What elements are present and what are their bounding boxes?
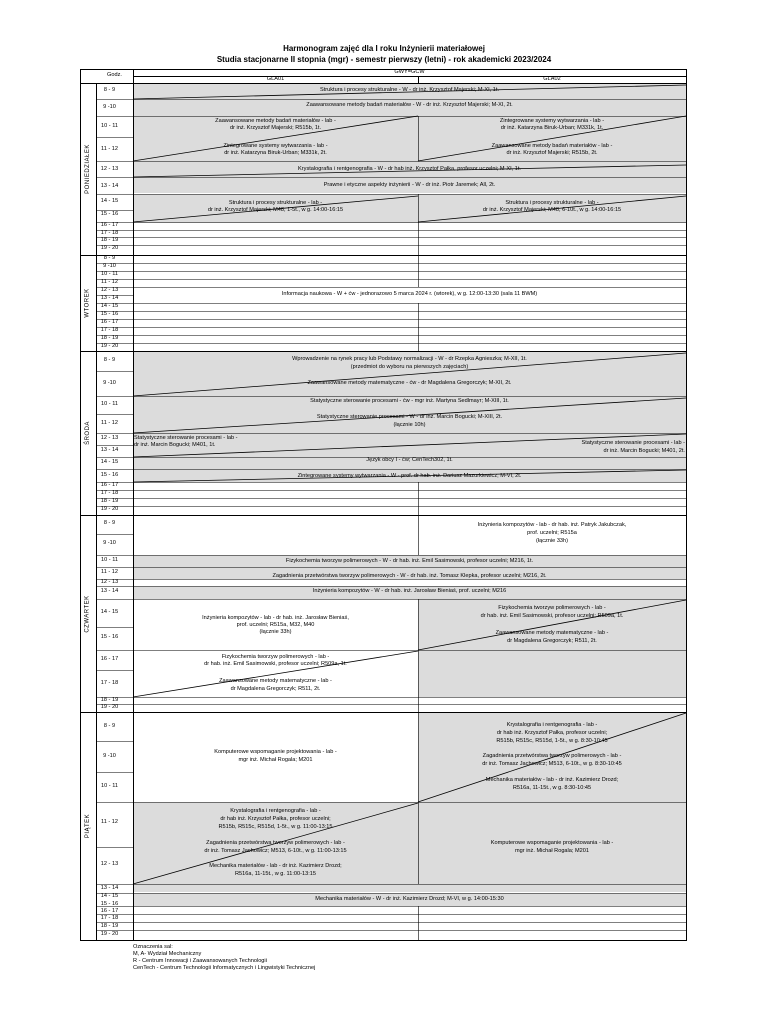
class-entry: (łącznie 10h) <box>393 422 426 428</box>
class-entry: Inżynieria kompozytów - lab - dr hab. inż. Patryk Jakubczak, <box>477 522 627 528</box>
time-slot: 18 - 19 <box>100 335 119 341</box>
time-slot: 11 - 12 <box>101 146 118 152</box>
time-slot: 11 - 12 <box>101 569 118 575</box>
page-subtitle: Studia stacjonarne II stopnia (mgr) - semestr pierwszy (letni) - rok akademicki 2023/2024 <box>216 55 552 64</box>
class-entry: Zaawansowane metody matematyczne - lab - <box>495 630 609 636</box>
class-entry: dr hab. inż. Emil Sasimowski, profesor uczelni; R509a, 1t. <box>480 613 624 619</box>
class-entry: dr inż. Katarzyna Biruk-Urban; M331k, 2t. <box>224 150 327 156</box>
time-slot: 9 -10 <box>103 540 116 546</box>
time-slot: 17 - 18 <box>100 327 119 333</box>
time-slot: 18 - 19 <box>100 498 119 504</box>
class-entry: dr inż. Krzysztof Majerski; M48, 1-5t., w g. 14:00-16:15 <box>207 207 344 213</box>
time-slot: 9 -10 <box>103 753 116 759</box>
day-label-tuesday: WTOREK <box>85 288 92 318</box>
time-slot: 9 -10 <box>103 380 116 386</box>
class-entry: Struktura i procesy strukturalne - lab - <box>228 200 323 206</box>
time-slot: 10 - 11 <box>101 783 118 789</box>
group-all-header: GWY=GCW <box>394 69 425 75</box>
legend-line: M, A- Wydział Mechaniczny <box>133 951 202 957</box>
day-label-wednesday: ŚRODA <box>85 421 91 445</box>
time-slot: 16 - 17 <box>100 222 119 228</box>
class-entry: Struktura i procesy strukturalne - W - dr inż. Krzysztof Majerski; M-XI, 1t. <box>319 87 500 93</box>
day-label-monday: PONIEDZIAŁEK <box>85 144 91 194</box>
time-slot: 16 - 17 <box>100 319 119 325</box>
class-entry: Mechanika materiałów - lab - dr inż. Kazimierz Drozd; <box>485 777 619 783</box>
class-entry: Mechanika materiałów - W - dr inż. Kazimierz Drozd; M-VI, w g. 14:00-15:30 <box>315 896 504 902</box>
time-slot: 9 -10 <box>103 104 116 110</box>
time-slot: 14 - 15 <box>100 893 119 899</box>
time-slot: 15 - 16 <box>100 211 119 217</box>
time-slot: 10 - 11 <box>101 123 118 129</box>
group1-header: GLA01 <box>266 76 285 82</box>
time-slot: 19 - 20 <box>100 506 119 512</box>
class-entry: (łącznie 33h) <box>259 629 292 635</box>
time-slot: 13 - 14 <box>100 588 119 594</box>
class-entry: Zaawansowane metody badań materiałów - lab - <box>215 118 336 124</box>
time-slot: 15 - 16 <box>100 901 119 907</box>
class-entry: mgr inż. Michał Rogala; M201 <box>515 848 589 854</box>
time-slot: 10 - 11 <box>101 271 118 277</box>
class-entry: Zagadnienia przetwórstwa tworzyw polimerowych - lab - <box>206 840 345 846</box>
class-entry: Inżynieria kompozytów - lab - dr hab. inż. Jarosław Bieniaś, <box>202 615 349 621</box>
time-slot: 14 - 15 <box>100 198 119 204</box>
class-entry: Krystalografia i rentgenografia - lab - <box>506 722 598 728</box>
time-slot: 14 - 15 <box>100 609 119 615</box>
class-entry: Informacja naukowa - W + ćw - jednorazowo 5 marca 2024 r. (wtorek), w g. 12:00-13:30 (sala 11 BWM) <box>281 291 538 297</box>
time-slot: 8 - 9 <box>103 87 116 93</box>
time-slot: 13 - 14 <box>100 183 119 189</box>
class-entry: dr inż. Tomasz Jachowicz; M513, 6-10t., w g. 8:30-10:45 <box>482 761 622 767</box>
time-slot: 10 - 11 <box>101 557 118 563</box>
time-slot: 12 - 13 <box>100 435 119 441</box>
time-slot: 18 - 19 <box>100 697 119 703</box>
legend-line: R - Centrum Innowacji i Zaawansowanych Technologii <box>133 958 267 964</box>
class-entry: dr inż. Marcin Bogucki; M401, 1t. <box>134 442 216 448</box>
time-slot: 13 - 14 <box>100 885 119 891</box>
class-entry: dr inż. Katarzyna Biruk-Urban; M331k, 1t. <box>500 125 604 131</box>
class-entry: (przedmiot do wyboru na pierwszych zajęciach) <box>350 364 469 370</box>
time-slot: 16 - 17 <box>100 908 119 914</box>
time-slot: 12 - 13 <box>100 166 119 172</box>
class-entry: Struktura i procesy strukturalne - lab - <box>505 200 599 206</box>
class-entry: dr hab inż. Krzysztof Pałka, profesor uczelni; <box>496 730 608 736</box>
time-slot: 11 - 12 <box>101 819 118 825</box>
day-label-thursday: CZWARTEK <box>85 594 91 633</box>
time-slot: 18 - 19 <box>100 923 119 929</box>
time-slot: 12 - 13 <box>100 861 119 867</box>
class-entry: Statystyczne sterowanie procesami - W - dr inż. Marcin Bogucki; M-XIII, 2t. <box>316 414 503 420</box>
class-entry: Komputerowe wspomaganie projektowania - lab - <box>214 749 337 755</box>
time-slot: 12 - 13 <box>100 287 119 293</box>
class-entry: dr inż. Krzysztof Majerski; R515b, 2t. <box>506 150 598 156</box>
time-slot: 19 - 20 <box>100 931 119 937</box>
class-entry: Krystalografia i rentgenografia - lab - <box>230 808 321 814</box>
class-entry: dr Magdalena Gregorczyk; R511, 2t. <box>230 686 321 692</box>
time-slot: 17 - 18 <box>100 915 119 921</box>
time-slot: 17 - 18 <box>100 230 119 236</box>
class-entry: dr inż. Tomasz Jachowicz; M513, 6-10t., w g. 11:00-13:15 <box>204 848 347 854</box>
page-title: Harmonogram zajęć dla I roku Inżynierii materiałowej <box>283 44 485 53</box>
time-slot: 17 - 18 <box>100 490 119 496</box>
class-entry: Zaawansowane metody badań materiałów - W - dr inż. Krzysztof Majerski; M-XI, 2t. <box>306 102 513 108</box>
time-slot: 19 - 20 <box>100 245 119 251</box>
time-slot: 12 - 13 <box>100 579 119 585</box>
time-slot: 9 -10 <box>103 263 116 269</box>
time-slot: 19 - 20 <box>100 343 119 349</box>
time-slot: 8 - 9 <box>103 723 116 729</box>
class-entry: dr inż. Krzysztof Majerski; R515b, 1t. <box>229 125 322 131</box>
class-entry: dr Magdalena Gregorczyk; R511, 2t. <box>507 638 597 644</box>
time-slot: 16 - 17 <box>100 482 119 488</box>
class-entry: Zagadnienia przetwórstwa tworzyw polimerowych - W - dr hab. inż. Tomasz Klepka, profesor uczelni; M216, 2t. <box>272 573 547 579</box>
time-slot: 16 - 17 <box>100 656 119 662</box>
time-slot: 15 - 16 <box>100 634 119 640</box>
class-entry: Statystyczne sterowanie procesami - ćw - mgr inż. Martyna Sedlmayr; M-XIII, 1t. <box>310 398 509 404</box>
time-slot: 15 - 16 <box>100 311 119 317</box>
time-slot: 14 - 15 <box>100 459 119 465</box>
class-entry: Statystyczne sterowanie procesami - lab - <box>581 440 685 446</box>
class-entry: mgr inż. Michał Rogala; M201 <box>238 757 313 763</box>
time-slot: 11 - 12 <box>101 420 118 426</box>
class-entry: Inżynieria kompozytów - W - dr hab. inż. Jarosław Bieniaś, prof. uczelni; M216 <box>312 588 507 594</box>
class-entry: prof. uczelni; R515a <box>527 530 577 536</box>
class-entry: Zaawansowane metody badań materiałów - lab - <box>491 143 613 149</box>
time-slot: 17 - 18 <box>100 680 119 686</box>
class-entry: Język obcy I - ćw; CenTech302, 1t. <box>366 457 453 463</box>
group2-header: GLA02 <box>543 76 561 82</box>
class-entry: (łącznie 33h) <box>535 538 569 544</box>
time-slot: 13 - 14 <box>100 295 119 301</box>
class-entry: Zaawansowane metody matematyczne - lab - <box>219 678 332 684</box>
class-entry: Fizykochemia tworzyw polimerowych - W - dr hab. inż. Emil Sasimowski, profesor uczelni; M216, 1t. <box>285 558 534 564</box>
time-slot: 15 - 16 <box>100 472 119 478</box>
class-entry: Zaawansowane metody matematyczne - ćw - dr Magdalena Gregorczyk; M-XII, 2t. <box>307 380 512 386</box>
class-entry: R515b, R515c, R515d, 1-5t., w g. 11:00-13:15 <box>218 824 333 830</box>
time-slot: 10 - 11 <box>101 401 118 407</box>
time-slot: 8 - 9 <box>103 255 116 261</box>
time-slot: 13 - 14 <box>100 447 119 453</box>
class-entry: prof. uczelni; R515a, M32, M40 <box>236 622 315 628</box>
godz-header: Godz. <box>107 72 122 78</box>
class-entry: Fizykochemia tworzyw polimerowych - lab - <box>498 605 606 611</box>
class-entry: dr hab inż. Krzysztof Pałka, profesor uczelni; <box>220 816 331 822</box>
class-entry: Zintegrowane systemy wytwarzania - lab - <box>223 143 328 149</box>
class-entry: R516a, 11-15t., w g. 11:00-13:15 <box>235 871 316 877</box>
class-entry: dr hab. inż. Emil Sasimowski, profesor uczelni; R509a, 1t. <box>204 661 347 667</box>
time-slot: 18 - 19 <box>100 237 119 243</box>
time-slot: 8 - 9 <box>103 520 116 526</box>
class-entry: Zintegrowane systemy wytwarzania - lab - <box>499 118 605 124</box>
class-entry: Prawne i etyczne aspekty inżynierii - W - dr inż. Piotr Jaremek; All, 2t. <box>323 182 496 188</box>
class-entry: Mechanika materiałów - lab - dr inż. Kazimierz Drozd; <box>209 863 342 869</box>
class-entry: Wprowadzenie na rynek pracy lub Podstawy normalizacji - W - dr Rzepka Agnieszka; M-XII, 1t. <box>292 356 527 362</box>
class-entry: R515b, R515c, R515d, 1-5t., w g. 8:30-10:45 <box>496 738 608 744</box>
time-slot: 11 - 12 <box>101 279 118 285</box>
class-entry: Zagadnienia przetwórstwa tworzyw polimerowych - lab - <box>482 753 622 759</box>
day-label-friday: PIĄTEK <box>85 813 91 839</box>
legend-line: Oznaczenia sal: <box>133 944 173 950</box>
class-entry: Krystalografia i rentgenografia - W - dr hab inż. Krzysztof Pałka, profesor uczelni; M-XI, 1t. <box>298 166 521 172</box>
time-slot: 8 - 9 <box>103 357 116 363</box>
time-slot: 19 - 20 <box>100 704 119 710</box>
class-entry: dr inż. Krzysztof Majerski; M48, 6-10t., w g. 14:00-16:15 <box>482 207 622 213</box>
class-entry: R516a, 11-15t., w g. 8:30-10:45 <box>512 785 592 791</box>
class-entry: Zintegrowane systemy wytwarzania - W - prof. dr hab. inż. Dariusz Mazurkiewicz; M-VI, 2t. <box>297 473 522 479</box>
class-entry: dr inż. Marcin Bogucki; M401, 2t. <box>603 448 685 454</box>
class-entry: Fizykochemia tworzyw polimerowych - lab - <box>221 654 330 660</box>
class-entry: Statystyczne sterowanie procesami - lab - <box>134 435 238 441</box>
class-entry: Komputerowe wspomaganie projektowania - lab - <box>490 840 614 846</box>
time-slot: 14 - 15 <box>100 303 119 309</box>
legend-line: CenTech - Centrum Technologii Informatycznych i Lingwistyki Technicznej <box>133 965 316 971</box>
